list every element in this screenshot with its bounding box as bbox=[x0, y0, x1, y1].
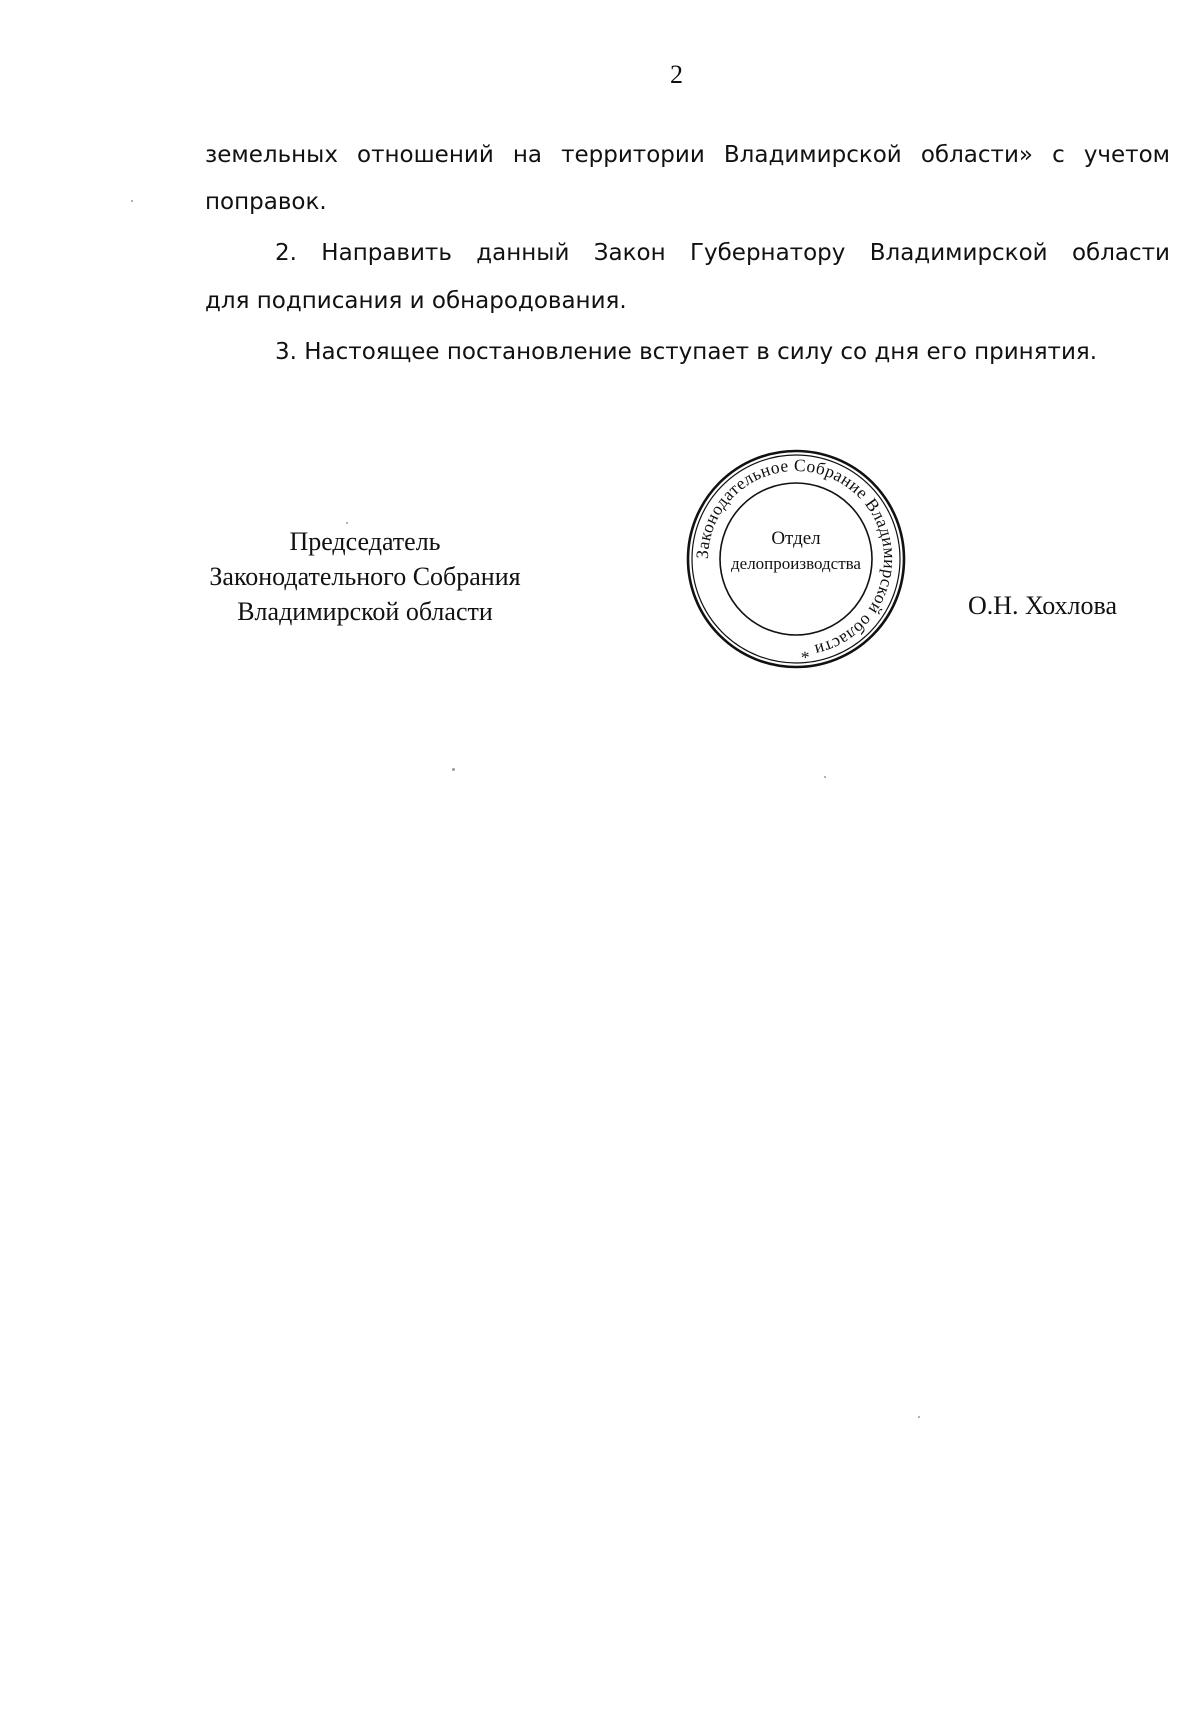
paragraph-1-line-2: поправок. bbox=[205, 189, 327, 215]
paragraph-2-line-2: для подписания и обнародования. bbox=[205, 288, 627, 314]
scan-speck bbox=[131, 200, 133, 202]
scan-speck bbox=[824, 776, 826, 778]
seal-center-line-1: Отдел bbox=[771, 528, 821, 549]
scan-speck bbox=[918, 1416, 920, 1418]
page-number: 2 bbox=[670, 60, 683, 89]
signatory-title bbox=[180, 524, 550, 629]
official-seal bbox=[685, 448, 907, 670]
signatory-title-line-1: Председатель bbox=[289, 527, 441, 556]
paragraph-1-line-1: земельных отношений на территории Владимирской области» с учетом bbox=[205, 142, 1170, 168]
seal-ring-text-path: Законодательное Собрание Владимирской области * bbox=[691, 454, 901, 663]
signatory-title-line-2: Законодательного Собрания bbox=[209, 562, 521, 591]
signer-name: О.Н. Хохлова bbox=[968, 591, 1117, 620]
paragraph-2-line-1: 2. Направить данный Закон Губернатору Владимирской области bbox=[275, 240, 1170, 266]
paragraph-3: 3. Настоящее постановление вступает в силу со дня его принятия. bbox=[275, 339, 1098, 365]
seal-center-line-2: делопроизводства bbox=[731, 554, 861, 573]
scan-speck bbox=[346, 522, 348, 524]
signatory-title-line-3: Владимирской области bbox=[237, 597, 493, 626]
scan-speck bbox=[452, 768, 455, 771]
